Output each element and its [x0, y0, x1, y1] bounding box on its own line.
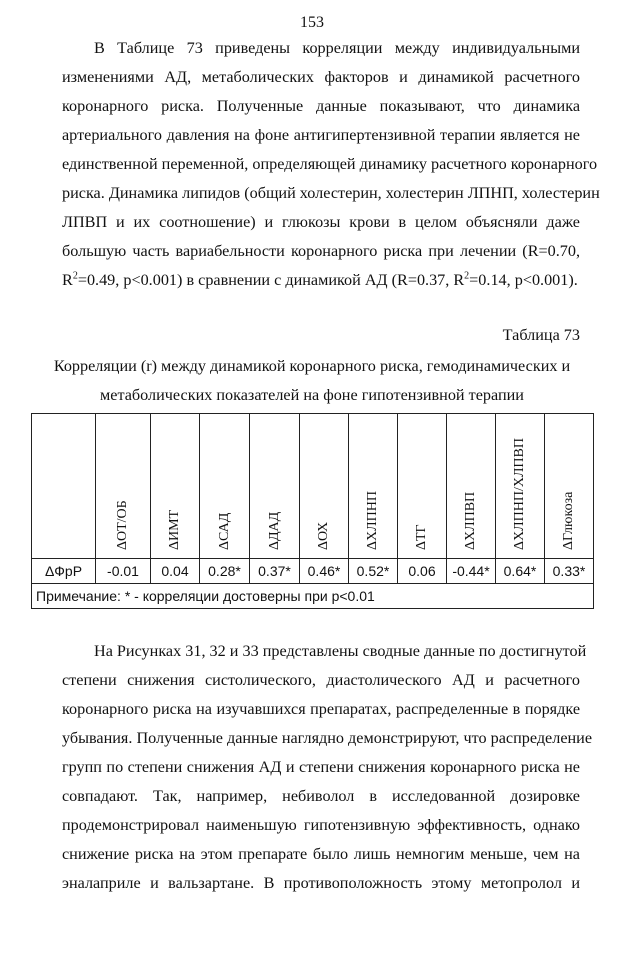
text-line: эналаприле и вальзартане. В противоположность этому метопролол и — [62, 874, 580, 892]
text-line: ЛПВП и их соотношение) и глюкозы крови в целом объясняли даже — [62, 213, 580, 231]
paragraph-figures — [62, 637, 593, 898]
value-cell: -0.01 — [96, 559, 151, 584]
header-cell: ΔТГ — [398, 414, 447, 559]
header-corner-cell — [32, 414, 96, 559]
text-line: $R^2=0.49$, p<0.001) в сравнении с динамикой АД (R=0.37, $R^2=0.14$, p<0.001). — [62, 270, 578, 289]
text-line: На Рисунках 31, 32 и 33 представлены сводные данные по достигнутой — [94, 642, 587, 660]
header-cell: ΔХЛПНП — [349, 414, 398, 559]
table-number-label: Таблица 73 — [502, 326, 580, 344]
table-note-row — [32, 584, 594, 609]
header-cell: ΔОТ/ОБ — [96, 414, 151, 559]
page-number: 153 — [300, 14, 324, 31]
value-cell: -0.44* — [447, 559, 496, 584]
text-line: В Таблице 73 приведены корреляции между индивидуальными — [94, 39, 580, 57]
text-line: единственной переменной, определяющей динамику расчетного коронарного — [62, 155, 598, 173]
text-line: риска. Динамика липидов (общий холестерин, холестерин ЛПНП, холестерин — [62, 184, 600, 202]
text-line: артериального давления на фоне антигипертензивной терапии является не — [62, 126, 580, 144]
header-cell: ΔГлюкоза — [545, 414, 594, 559]
header-cell: ΔХЛПНП/ХЛПВП — [496, 414, 545, 559]
paragraph-intro — [62, 34, 600, 295]
table-caption-line-2: метаболических показателей на фоне гипотензивной терапии — [100, 386, 524, 404]
value-cell: 0.28* — [200, 559, 250, 584]
value-cell: 0.04 — [151, 559, 200, 584]
text-line: большую часть вариабельности коронарного риска при лечении (R=0.70, — [62, 242, 580, 260]
text-line: убывания. Полученные данные наглядно демонстрируют, что распределение — [62, 729, 593, 747]
table-note: Примечание: * - корреляции достоверны при p<0.01 — [32, 584, 594, 609]
value-cell: 0.52* — [349, 559, 398, 584]
value-cell: 0.64* — [496, 559, 545, 584]
value-cell: 0.33* — [545, 559, 594, 584]
correlation-table — [31, 413, 594, 609]
text-line: изменениями АД, метаболических факторов и динамикой расчетного — [62, 68, 580, 86]
header-cell: ΔОХ — [300, 414, 349, 559]
text-line: совпадают. Так, например, небиволол в исследованной дозировке — [62, 787, 580, 805]
text-line: снижение риска на этом препарате было лишь немногим меньше, чем на — [62, 845, 580, 863]
header-cell: ΔИМТ — [151, 414, 200, 559]
table-row — [32, 559, 594, 584]
text-line: групп по степени снижения АД и степени снижения коронарного риска не — [62, 758, 580, 776]
text-line: продемонстрировал наименьшую гипотензивную эффективность, однако — [62, 816, 580, 834]
value-cell: 0.06 — [398, 559, 447, 584]
value-cell: 0.37* — [250, 559, 300, 584]
text-line: коронарного риска на изучавшихся препаратах, распределенные в порядке — [62, 700, 580, 718]
table-caption-line-1: Корреляции (r) между динамикой коронарного риска, гемодинамических и — [53, 357, 571, 375]
header-cell: ΔДАД — [250, 414, 300, 559]
table-header-row — [32, 414, 594, 559]
value-cell: 0.46* — [300, 559, 349, 584]
header-cell: ΔХЛПВП — [447, 414, 496, 559]
text-line: коронарного риска. Полученные данные показывают, что динамика — [62, 97, 580, 115]
row-label-cell: ΔФрР — [32, 559, 96, 584]
header-cell: ΔСАД — [200, 414, 250, 559]
text-line: степени снижения систолического, диастолического АД и расчетного — [62, 671, 580, 689]
